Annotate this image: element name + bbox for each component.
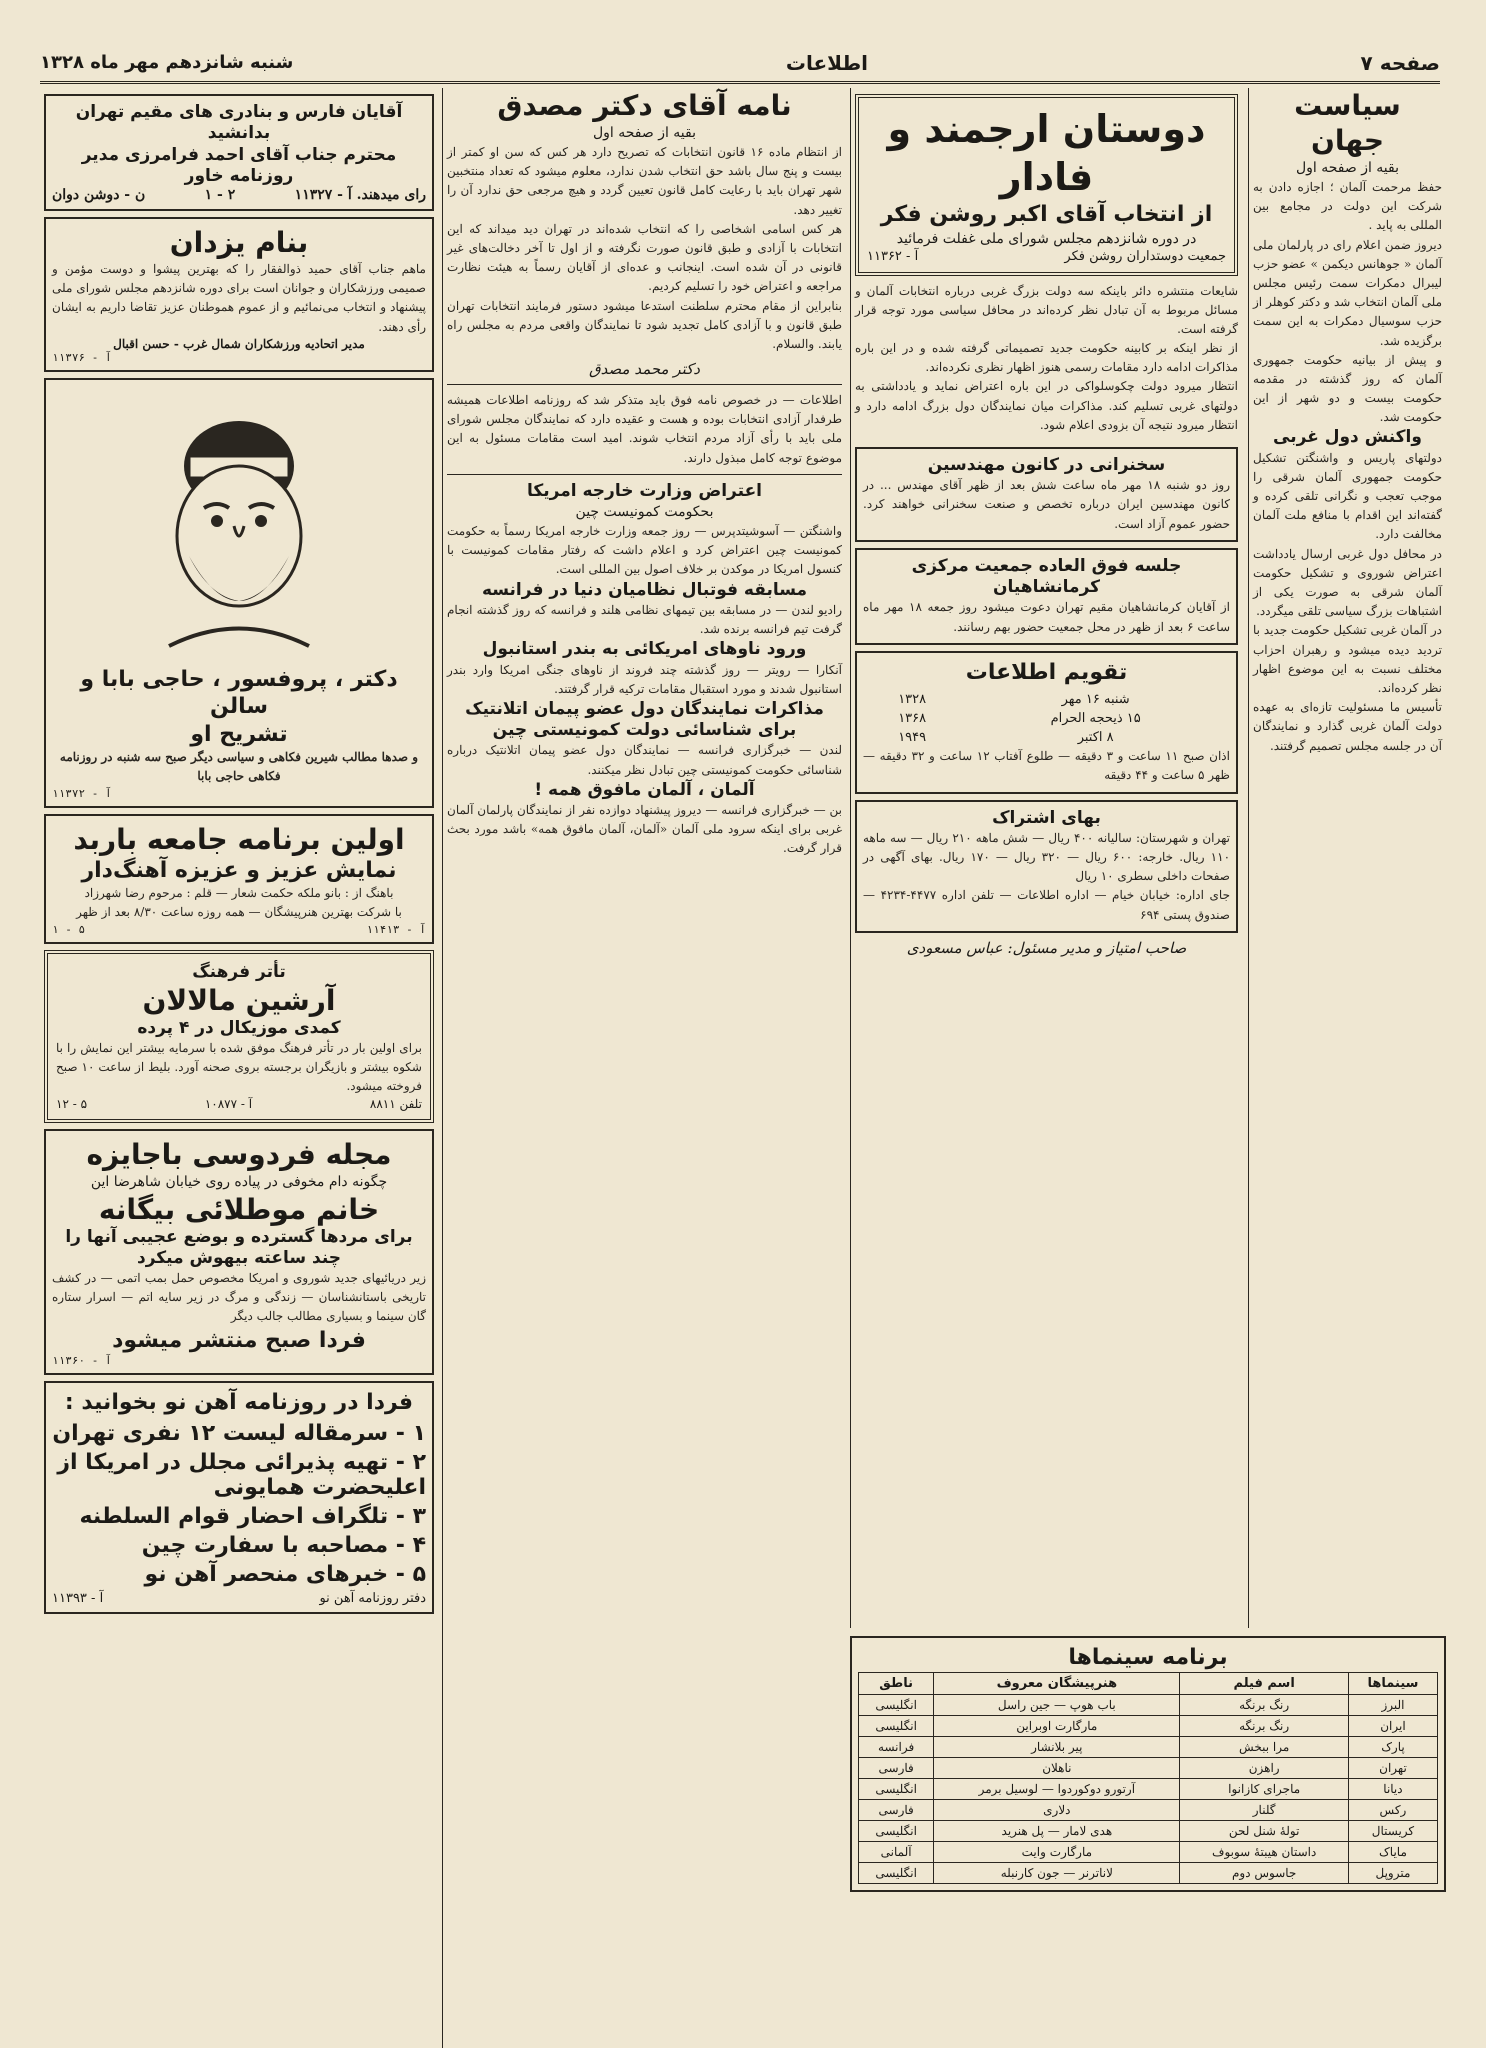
election-ad-box (855, 94, 1238, 276)
us-protest-text: واشنگتن — آسوشیتدپرس — روز جمعه وزارت خارجه امریکا رسماً به حکومت کمونیست چین اعتراض کرد و اعلام داشت که رفتار مقامات کمونیست با کنسول امریکا در موکدن بر خلاف اصول بین المللی است. (447, 524, 842, 577)
mosaddegh-letter-title: نامه آقای دکتر مصدق (497, 89, 792, 122)
ad-line: محترم جناب آقای احمد فرامرزی مدیر روزنامه خاور (81, 144, 397, 186)
germany-anthem-text: بن — خبرگزاری فرانسه — دیروز پیشنهاد دوازده نفر از نمایندگان پارلمان آلمان غربی برای اینکه سرود ملی آلمان «آلمان، آلمان مافوق همه» باشد مورد بحث قرار گرفت. (447, 803, 842, 856)
election-ad-sign: جمعیت دوستداران روشن فکر (1064, 248, 1226, 264)
cinema-program (850, 1636, 1446, 2048)
ferdowsi-subtitle-2: برای مردها گسترده و بوضع عجیبی آنها را چند ساعته بیهوش میکرد (65, 1226, 413, 1268)
subscription-box (855, 800, 1238, 933)
ad-footer (52, 923, 426, 936)
list-item: ۴ - مصاحبه با سفارت چین (141, 1532, 426, 1558)
calendar-note: اذان صبح ۱۱ ساعت و ۳ دقیقه — طلوع آفتاب ۱۲ ساعت و ۳۲ دقیقه — ظهر ۵ ساعت و ۴۴ دقیقه (863, 749, 1230, 783)
haji-baba-title: دکتر ، پروفسور ، حاجی بابا و سالن (80, 666, 398, 720)
election-ad-subtitle: از انتخاب آقای اکبر روشن فکر (880, 202, 1213, 227)
office-address: جای اداره: خیابان خیام — اداره اطلاعات — تلفن اداره ۴۴۷۷-۴۲۳۴ — صندوق پستی ۶۹۴ (863, 888, 1230, 922)
nato-china-text: لندن — خبرگزاری فرانسه — نمایندگان دول عضو پیمان اتلانتیک درباره شناسائی حکومت کمونیستی چین تبادل نظر میکنند. (447, 743, 842, 777)
calendar-table (863, 690, 1230, 747)
table-row: دیانا ماجرای کازانوا آرتورو دوکوردوا — لوسیل برمر انگلیسی (859, 1778, 1438, 1799)
theater-phone: تلفن ۸۸۱۱ (369, 1096, 422, 1111)
newspaper-name: اطلاعات (785, 50, 869, 75)
ferdowsi-magazine-ad (44, 1129, 434, 1376)
divider (447, 474, 842, 475)
yazdan-ad-text: ماهم جناب آقای حمید ذوالفقار را که بهترین پیشوا و دوست مؤمن و صمیمی ورزشکاران و جوانان است برای دوره شانزدهم مجلس شورای ملی پیشنهاد و انتخاب می‌نمائیم و از عموم هموطنان عزیز تقاضا داریم به ایشان رأی دهند. (52, 262, 426, 334)
ad-badge: ۱ - ۵ (52, 922, 86, 936)
table-row: رکس گلنار دلاری فارسی (859, 1799, 1438, 1820)
ad-badge: ۲ - ۱ (204, 187, 236, 203)
ad-code: آ - ۱۰۸۷۷ (204, 1096, 253, 1111)
article-paragraph: و پیش از بیانیه حکومت جمهوری آلمان که روز گذشته در مقدمه حکومت بیست و دو شهر از این حکومت شد. (1253, 352, 1442, 425)
ferdowsi-title: مجله فردوسی باجایزه (86, 1137, 392, 1171)
germany-anthem-title: آلمان ، آلمان مافوق همه ! (534, 779, 755, 800)
calendar-row: شنبه ۱۶ مهر ۱۳۲۸ (898, 692, 1130, 708)
table-row: تهران راهزن ناهلان فارسی (859, 1757, 1438, 1778)
istanbul-ships-title: ورود ناوهای امریکائی به بندر استانبول (482, 639, 807, 660)
election-ad-line: در دوره شانزدهم مجلس شورای ملی غفلت فرمائید (896, 230, 1197, 247)
election-notice-ad (44, 94, 434, 211)
notices-row (855, 441, 1238, 957)
haji-baba-text: و صدها مطالب شیرین فکاهی و سیاسی دیگر صبح سه شنبه در روزنامه فکاهی حاجی بابا (59, 750, 419, 784)
article-paragraph: در آلمان غربی تشکیل حکومت جدید با تردید دیده میشود و رهبران احزاب مختلف نسبت به این موضوع اظهار نظر کرده‌اند. (1253, 623, 1442, 695)
calendar-row: ۸ اکتبر ۱۹۴۹ (898, 730, 1114, 746)
column-header: هنرپیشگان معروف (934, 1672, 1180, 1694)
us-protest-title: اعتراض وزارت خارجه امریکا (526, 480, 763, 501)
yazdan-ad-title: بنام یزدان (169, 226, 309, 259)
ad-day: ن - دوشن دوان (52, 187, 146, 203)
issue-date: شنبه شانزدهم مهر ماه ۱۳۲۸ (40, 52, 294, 73)
mosaddegh-letter-column (442, 88, 846, 2048)
barbad-info: با شرکت بهترین هنرپیشگان — همه روزه ساعت ۸/۳۰ بعد از ظهر (76, 905, 402, 920)
cinema-table (858, 1672, 1438, 1884)
ferdowsi-text: زیر دریائیهای جدید شوروی و امریکا مخصوص حمل بمب اتمی — در کشف تاریخی باستانشناسان — زندگی و مرگ در زیر سایه اتم — اسرار ستاره گان سینما و بسیاری مطالب جالب دیگر (52, 1271, 426, 1324)
istanbul-ships-text: آنکارا — رویتر — روز گذشته چند فروند از ناوهای جنگی امریکا وارد بندر استانبول شدند و مورد استقبال مقامات ترکیه قرار گرفتند. (447, 662, 842, 696)
article-paragraph: از نظر اینکه بر کابینه حکومت جدید تصمیماتی گرفته شده و در این باره مذاکرات ادامه دارد مقامات رسمی هنوز اظهار نظری نکرده‌اند. (855, 341, 1238, 375)
ad-footer (52, 187, 426, 203)
notices-stack (855, 441, 1238, 957)
world-politics-column (1248, 88, 1446, 1628)
cinema-box (850, 1636, 1446, 1892)
ad-code: آ - ۱۱۳۷۶ (52, 350, 112, 364)
table-row: پارک مرا ببخش پیر بلانشار فرانسه (859, 1736, 1438, 1757)
ferdowsi-footer: فردا صبح منتشر میشود (112, 1327, 366, 1353)
mosaddegh-signature: دکتر محمد مصدق (589, 360, 700, 379)
table-row: کریستال تولهٔ شنل لحن هدی لامار — پل هنرید انگلیسی (859, 1820, 1438, 1841)
article-paragraph: شایعات منتشره دائر باینکه سه دولت بزرگ غربی درباره انتخابات آلمان و مسائل مربوط به آن تبادل نظر کرده‌اند در محافل سیاسی مورد توجه قرار گرفته است. (855, 283, 1239, 336)
subheading-western-reaction: واکنش دول غربی (1273, 427, 1422, 448)
kermanshah-meeting-text: از آقایان کرمانشاهیان مقیم تهران دعوت میشود روز جمعه ۱۸ مهر ماه ساعت ۶ بعد از ظهر در محل جمعیت حضور بهم رسانند. (863, 600, 1230, 634)
ad-code: آ - ۱۱۳۹۳ (52, 1590, 104, 1606)
engineers-lecture-box (855, 447, 1238, 542)
subscription-text: تهران و شهرستان: سالیانه ۴۰۰ ریال — شش ماهه ۲۱۰ ریال — سه ماهه ۱۱۰ ریال. خارجه: ۶۰۰ ریال — ۳۲۰ ریال — ۱۷۰ ریال. بهای آگهی در صفحات داخلی سطری ۱۰ ریال (863, 830, 1231, 884)
table-row: البرز رنگ برنگه باب هوپ — جین راسل انگلیسی (859, 1694, 1438, 1715)
farhang-theater-ad (44, 950, 434, 1123)
theater-text: برای اولین بار در تأتر فرهنگ موفق شده با سرمایه بیشتر این نمایش را با شکوه بیشتر و بازیگران برجسته بروی صحنه آورد. بلیط از ساعت ۱۰ صبح فروخته میشود. (56, 1041, 422, 1094)
election-ad-footer (867, 249, 1226, 264)
publisher-signature: صاحب امتیاز و مدیر مسئول: عباس مسعودی (906, 938, 1187, 957)
column-header: ناطق (859, 1672, 934, 1694)
engineers-lecture-text: روز دو شنبه ۱۸ مهر ماه ساعت شش بعد از ظهر آقای مهندس ... در کانون مهندسین ایران درباره تخصص و صنعت سخنرانی خواهند کرد. حضور عموم آزاد است. (863, 478, 1230, 531)
calendar-title: تقویم اطلاعات (965, 659, 1128, 685)
barbad-subtitle: نمایش عزیز و عزیزه آهنگ‌دار (81, 857, 397, 883)
newspaper-header (40, 44, 1440, 84)
yazdan-ad-sign: مدیر اتحادیه ورزشکاران شمال غرب - حسن اقبال (113, 336, 365, 351)
ferdowsi-headline: خانم موطلائی بیگانه (98, 1192, 380, 1226)
ad-code: آ - ۱۱۳۷۲ (52, 786, 112, 800)
table-row: متروپل جاسوس دوم لاناترنر — جون کارنبله انگلیسی (859, 1862, 1438, 1883)
article-paragraph: تأسیس ما مسئولیت تازه‌ای به عهده دولت آلمان غربی گذارد و نمایندگان آن در جلسه مجلس تصمیم گرفتند. (1253, 700, 1442, 753)
calendar-row: ۱۵ ذیحجه الحرام ۱۳۶۸ (898, 711, 1141, 727)
article-paragraph: انتظار میرود دولت چکوسلواکی در این باره اعتراض نماید و یادداشتی به دولتهای غربی تسلیم کند. مذاکرات میان نمایندگان دول بزرگ ادامه دارد و انتظار میرود نتیجه آن بزودی اعلام شود. (855, 379, 1238, 432)
ahan-no-office: دفتر روزنامه آهن نو (319, 1590, 426, 1606)
ferdowsi-subtitle: چگونه دام مخوفی در پیاده روی خیابان شاهرضا این (90, 1173, 388, 1190)
us-protest-subtitle: بحکومت کمونیست چین (575, 504, 714, 521)
list-item: ۱ - سرمقاله لیست ۱۲ نفری تهران (52, 1420, 426, 1446)
table-row: ایران رنگ برنگه مارگارت اوبراین انگلیسی (859, 1715, 1438, 1736)
calendar-box (855, 651, 1238, 794)
kermanshah-meeting-title: جلسه فوق العاده جمعیت مرکزی کرمانشاهیان (911, 555, 1182, 598)
world-politics-title: سیاست جهان (1294, 89, 1401, 157)
theater-name: تأتر فرهنگ (192, 961, 286, 982)
ad-badge: ۵ - ۱۲ (56, 1096, 88, 1111)
ads-column (40, 88, 438, 2048)
engineers-lecture-title: سخنرانی در کانون مهندسین (927, 455, 1166, 475)
haji-baba-subtitle: تشریح او (190, 721, 288, 747)
barbad-title: اولین برنامه جامعه باربد (73, 822, 405, 856)
continuation-note: بقیه از صفحه اول (1295, 160, 1400, 176)
barbad-text: باهنگ از : بانو ملکه حکمت شعار — قلم : مرحوم رضا شهرزاد (84, 886, 394, 901)
editorial-response: اطلاعات — در خصوص نامه فوق باید متذکر شد که روزنامه اطلاعات همیشه طرفدار آزادی انتخابات بوده و هست و عقیده دارد که نمایندگان مجلس شورای ملی باید با رأی آزاد مردم انتخاب شوند. امید است مقامات مسئول به این موضوع توجه کامل مبذول دارند. (447, 393, 842, 465)
column-header: سینماها (1348, 1672, 1437, 1694)
article-paragraph: هر کس اسامی اشخاصی را که انتخاب شده‌اند در تهران دید میداند که این انتخابات با آزادی و طبق قانون صورت نگرفته و از اول تا آخر دخالت‌های غیر قانونی در آن شده است. اینجانب و عده‌ای از آقایان رسماً به هیئت نظارت مراجعه و اعتراض خود را تسلیم کردیم. (447, 221, 842, 294)
theater-play-subtitle: کمدی موزیکال در ۴ پرده (137, 1017, 341, 1038)
ad-line: آقایان فارس و بنادری های مقیم تهران بدانشید (75, 102, 403, 144)
election-ad-title: دوستان ارجمند و فادار (887, 107, 1206, 199)
cinema-title: برنامه سینماها (1068, 1645, 1228, 1670)
military-football-text: رادیو لندن — در مسابقه بین تیمهای نظامی هلند و فرانسه که روز گذشته انجام گرفت تیم فرانسه برنده شد. (447, 602, 842, 637)
list-item: ۲ - تهیه پذیرائی مجلل در امریکا از اعلیحضرت همایونی (57, 1449, 426, 1500)
ahan-no-title: فردا در روزنامه آهن نو بخوانید : (64, 1390, 414, 1416)
column-header: اسم فیلم (1180, 1672, 1349, 1694)
article-paragraph: حفظ مرحمت آلمان ؛ اجازه دادن به شرکت این دولت در مجامع بین المللی به پاید . (1253, 180, 1442, 233)
cinema-header-row (859, 1672, 1438, 1694)
yazdan-ad (44, 217, 434, 372)
article-paragraph: در محافل دول غربی ارسال یادداشت اعتراض شوروی و تشکیل حکومت آلمان شرقی به صورت یکی از اشتباهات بزرگ سیاسی تلقی میگردد. (1253, 546, 1442, 619)
article-paragraph: دیروز ضمن اعلام رای در پارلمان ملی آلمان « جوهانس دیکمن » عضو حزب لیبرال دمکرات سمت رئیس مجلس ملی آلمان انتخاب شد و دکتر کوهلر از حزب سوسیال دمکرات به این سمت برگزیده شد. (1253, 237, 1442, 348)
ad-code: آ - ۱۱۳۶۲ (867, 248, 919, 264)
page-number: صفحه ۷ (1360, 50, 1440, 75)
ahan-no-ad (44, 1381, 434, 1614)
article-paragraph: دولتهای پاریس و واشنگتن تشکیل حکومت جمهوری آلمان شرقی را موجب تعجب و نگرانی تلقی کرده و گفته‌اند این اقدام با منافع ملت آلمان مخالفت دارد. (1253, 450, 1442, 542)
ad-footer (52, 1591, 426, 1606)
table-row: مایاک داستان هیبتهٔ سوبوف مارگارت وایت آلمانی (859, 1841, 1438, 1862)
barbad-ad (44, 814, 434, 944)
subscription-title: بهای اشتراک (992, 807, 1101, 828)
list-item: ۵ - خبرهای منحصر آهن نو (144, 1561, 426, 1587)
divider (447, 384, 842, 385)
military-football-title: مسابقه فوتبال نظامیان دنیا در فرانسه (481, 579, 808, 600)
kermanshah-meeting-box (855, 548, 1238, 645)
election-ad-column (850, 88, 1242, 1628)
list-item: ۳ - تلگراف احضار قوام السلطنه (79, 1503, 426, 1529)
ad-code: آ - ۱۱۳۶۰ (52, 1354, 112, 1368)
article-paragraph: از انتظام ماده ۱۶ قانون انتخابات که تصریح دارد هر کس که سن او کمتر از بیست و پنج سال باشد حق انتخاب شدن ندارد، معلوم میشود که تعداد منتخبین شهر تهران باید با رعایت کامل قانون تعیین گردد و هیچ مرجعی حق ندارد آن را تغییر دهد. (447, 145, 842, 217)
caricature-portrait (129, 396, 349, 656)
ad-code: آ - ۱۱۴۱۳ (366, 922, 426, 936)
theater-play-title: آرشین مالالان (142, 983, 336, 1017)
article-paragraph: بنابراین از مقام محترم سلطنت استدعا میشود دستور فرمایند انتخابات تهران طبق قانون و با آزادی کامل تجدید شود تا نمایندگان واقعی مردم به مجلس راه یابند. والسلام. (447, 298, 842, 351)
nato-china-title: مذاکرات نمایندگان دول عضو پیمان اتلانتیک برای شناسائی دولت کمونیستی چین (465, 698, 824, 741)
haji-baba-ad (44, 378, 434, 808)
ad-line: رای میدهند. آ - ۱۱۳۲۷ (294, 187, 426, 203)
continuation-note: بقیه از صفحه اول (592, 125, 697, 141)
ad-footer (56, 1097, 422, 1111)
